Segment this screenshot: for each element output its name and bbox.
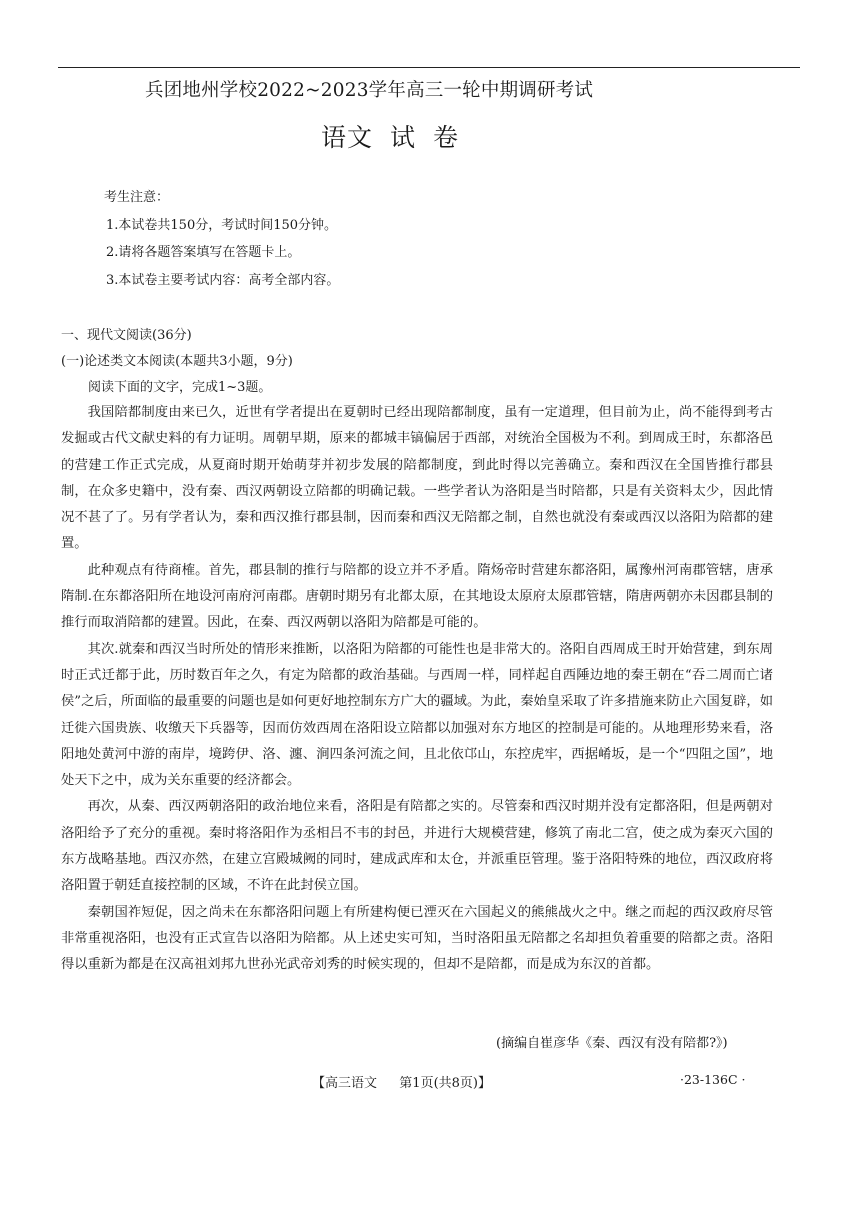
paper-code: ·23-136C · xyxy=(680,1072,746,1087)
paper-title: 语文 试 卷 xyxy=(321,123,459,152)
page-footer xyxy=(312,1072,491,1091)
footer-page-number: 第1页(共8页)】 xyxy=(399,1076,491,1091)
reading-instruction: 阅读下面的文字，完成1~3题。 xyxy=(88,380,272,395)
passage-source: (摘编自崔彦华《秦、西汉有没有陪都?》) xyxy=(496,1036,728,1051)
notice-item: 2.请将各题答案填写在答题卡上。 xyxy=(106,245,301,260)
passage-paragraph: 我国陪都制度由来已久，近世有学者提出在夏朝时已经出现陪都制度，虽有一定道理，但目前为止，尚不能得到考古发掘或古代文献史料的有力证明。周朝早期，原来的都城丰镐偏居于西部，对统治全国极为不利。到周成王时，东都洛邑的营建工作正式完成，从夏商时期开始萌芽并初步发展的陪都制度，到此时得以完善确立。秦和西汉在全国皆推行郡县制，在众多史籍中，没有秦、西汉两朝设立陪都的明确记载。一些学者认为洛阳是当时陪都，只是有关资料太少，因此情况不甚了了。另有学者认为，秦和西汉推行郡县制，因而秦和西汉无陪都之制，自然也就没有秦或西汉以洛阳为陪都的建置。 xyxy=(61,405,773,552)
notice-item: 1.本试卷共150分，考试时间150分钟。 xyxy=(106,217,338,233)
passage-paragraph: 此种观点有待商榷。首先，郡县制的推行与陪都的设立并不矛盾。隋炀帝时营建东都洛阳，属豫州河南郡管辖，唐承隋制.在东都洛阳所在地设河南府河南郡。唐朝时期另有北都太原，在其地设太原府太原郡管辖，隋唐两朝亦未因郡县制的推行而取消陪都的建置。因此，在秦、西汉两朝以洛阳为陪都是可能的。 xyxy=(61,562,773,631)
reading-passage xyxy=(61,400,773,979)
notice-heading: 考生注意： xyxy=(104,190,170,205)
notice-item: 3.本试卷主要考试内容：高考全部内容。 xyxy=(106,272,340,288)
passage-paragraph: 其次.就秦和西汉当时所处的情形来推断，以洛阳为陪都的可能性也是非常大的。洛阳自西周成王时开始营建，到东周时正式迁都于此，历时数百年之久，有定为陪都的政治基础。与西周一样，同样起自西陲边地的秦王朝在“吞二周而亡诸侯”之后，所面临的最重要的问题也是如何更好地控制东方广大的疆域。为此，秦始皇采取了许多措施来防止六国复辟，如迁徙六国贵族、收缴天下兵器等，因而仿效西周在洛阳设立陪都以加强对东方地区的控制是可能的。从地理形势来看，洛阳地处黄河中游的南岸，境跨伊、洛、瀍、涧四条河流之间，且北依邙山，东控虎牢，西据崤坂，是一个“四阻之国”，地处天下之中，成为关东重要的经济都会。 xyxy=(61,641,773,789)
passage-paragraph: 再次，从秦、西汉两朝洛阳的政治地位来看，洛阳是有陪都之实的。尽管秦和西汉时期并没有定都洛阳，但是两朝对洛阳给予了充分的重视。秦时将洛阳作为丞相吕不韦的封邑，并进行大规模营建，修筑了南北二宫，使之成为秦灭六国的东方战略基地。西汉亦然，在建立宫殿城阙的同时，建成武库和太仓，并派重臣管理。鉴于洛阳特殊的地位，西汉政府将洛阳置于朝廷直接控制的区域，不许在此封侯立国。 xyxy=(61,799,773,894)
header-rule xyxy=(58,67,800,68)
exam-notice xyxy=(104,184,339,294)
passage-paragraph: 秦朝国祚短促，因之尚未在东都洛阳问题上有所建构便已湮灭在六国起义的熊熊战火之中。继之而起的西汉政府尽管非常重视洛阳，也没有正式宣告以洛阳为陪都。从上述史实可知，当时洛阳虽无陪都之名却担负着重要的陪都之责。洛阳得以重新为都是在汉高祖刘邦九世孙光武帝刘秀的时候实现的，但却不是陪都，而是成为东汉的首都。 xyxy=(61,904,773,973)
exam-title: 兵团地州学校2022~2023学年高三一轮中期调研考试 xyxy=(145,80,594,101)
footer-subject: 【高三语文 xyxy=(312,1076,378,1091)
section-subtitle: (一)论述类文本阅读(本题共3小题，9分) xyxy=(61,354,293,369)
section-title: 一、现代文阅读(36分) xyxy=(61,328,192,343)
